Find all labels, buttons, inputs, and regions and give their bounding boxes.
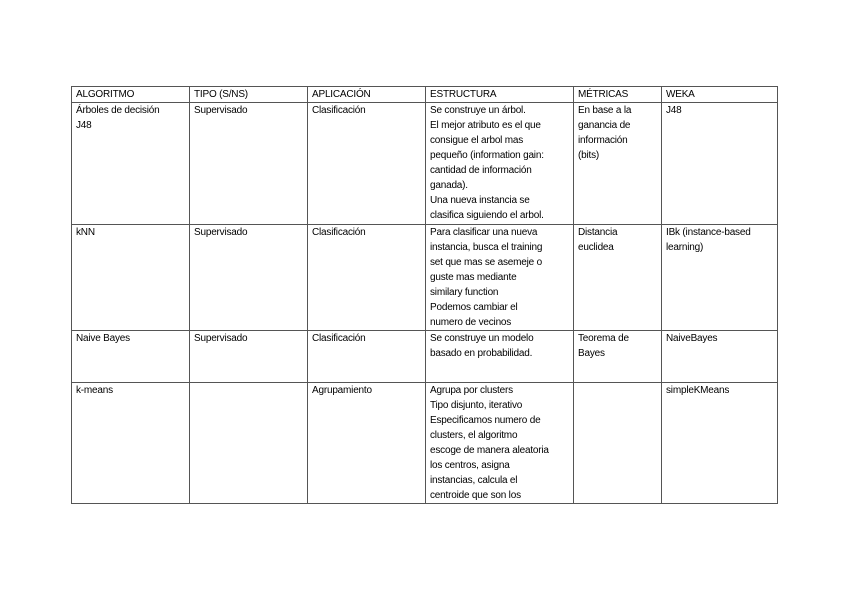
cell-metricas: Teorema de Bayes [574, 331, 662, 383]
table-row [72, 331, 778, 383]
algorithms-table [71, 86, 778, 504]
cell-weka: IBk (instance-based learning) [662, 225, 778, 331]
cell-tipo: Supervisado [190, 331, 308, 383]
cell-algoritmo: Naive Bayes [72, 331, 190, 383]
cell-algoritmo: kNN [72, 225, 190, 331]
header-algoritmo: ALGORITMO [72, 87, 190, 103]
cell-aplicacion: Clasificación [308, 103, 426, 225]
cell-metricas [574, 383, 662, 504]
cell-aplicacion: Agrupamiento [308, 383, 426, 504]
cell-estructura: Para clasificar una nueva instancia, busca el training set que mas se asemeje o guste mas mediante similary function Podemos cambiar el numero de vecinos [426, 225, 574, 331]
header-metricas: MÉTRICAS [574, 87, 662, 103]
cell-weka: simpleKMeans [662, 383, 778, 504]
table-row [72, 225, 778, 331]
cell-algoritmo: Árboles de decisión J48 [72, 103, 190, 225]
cell-weka: NaiveBayes [662, 331, 778, 383]
cell-weka: J48 [662, 103, 778, 225]
cell-tipo: Supervisado [190, 103, 308, 225]
cell-algoritmo: k-means [72, 383, 190, 504]
header-weka: WEKA [662, 87, 778, 103]
cell-tipo [190, 383, 308, 504]
header-estructura: ESTRUCTURA [426, 87, 574, 103]
cell-metricas: En base a la ganancia de información (bits) [574, 103, 662, 225]
cell-aplicacion: Clasificación [308, 331, 426, 383]
cell-estructura: Se construye un árbol. El mejor atributo es el que consigue el arbol mas pequeño (information gain: cantidad de información ganada). Una nueva instancia se clasifica siguiendo el arbol. [426, 103, 574, 225]
cell-estructura: Agrupa por clusters Tipo disjunto, iterativo Especificamos numero de clusters, el algoritmo escoge de manera aleatoria los centros, asigna instancias, calcula el centroide que son los [426, 383, 574, 504]
cell-estructura: Se construye un modelo basado en probabilidad. [426, 331, 574, 383]
cell-aplicacion: Clasificación [308, 225, 426, 331]
table-row [72, 103, 778, 225]
table-row [72, 383, 778, 504]
cell-tipo: Supervisado [190, 225, 308, 331]
table-header-row [72, 87, 778, 103]
header-aplicacion: APLICACIÓN [308, 87, 426, 103]
header-tipo: TIPO (S/NS) [190, 87, 308, 103]
cell-metricas: Distancia euclidea [574, 225, 662, 331]
